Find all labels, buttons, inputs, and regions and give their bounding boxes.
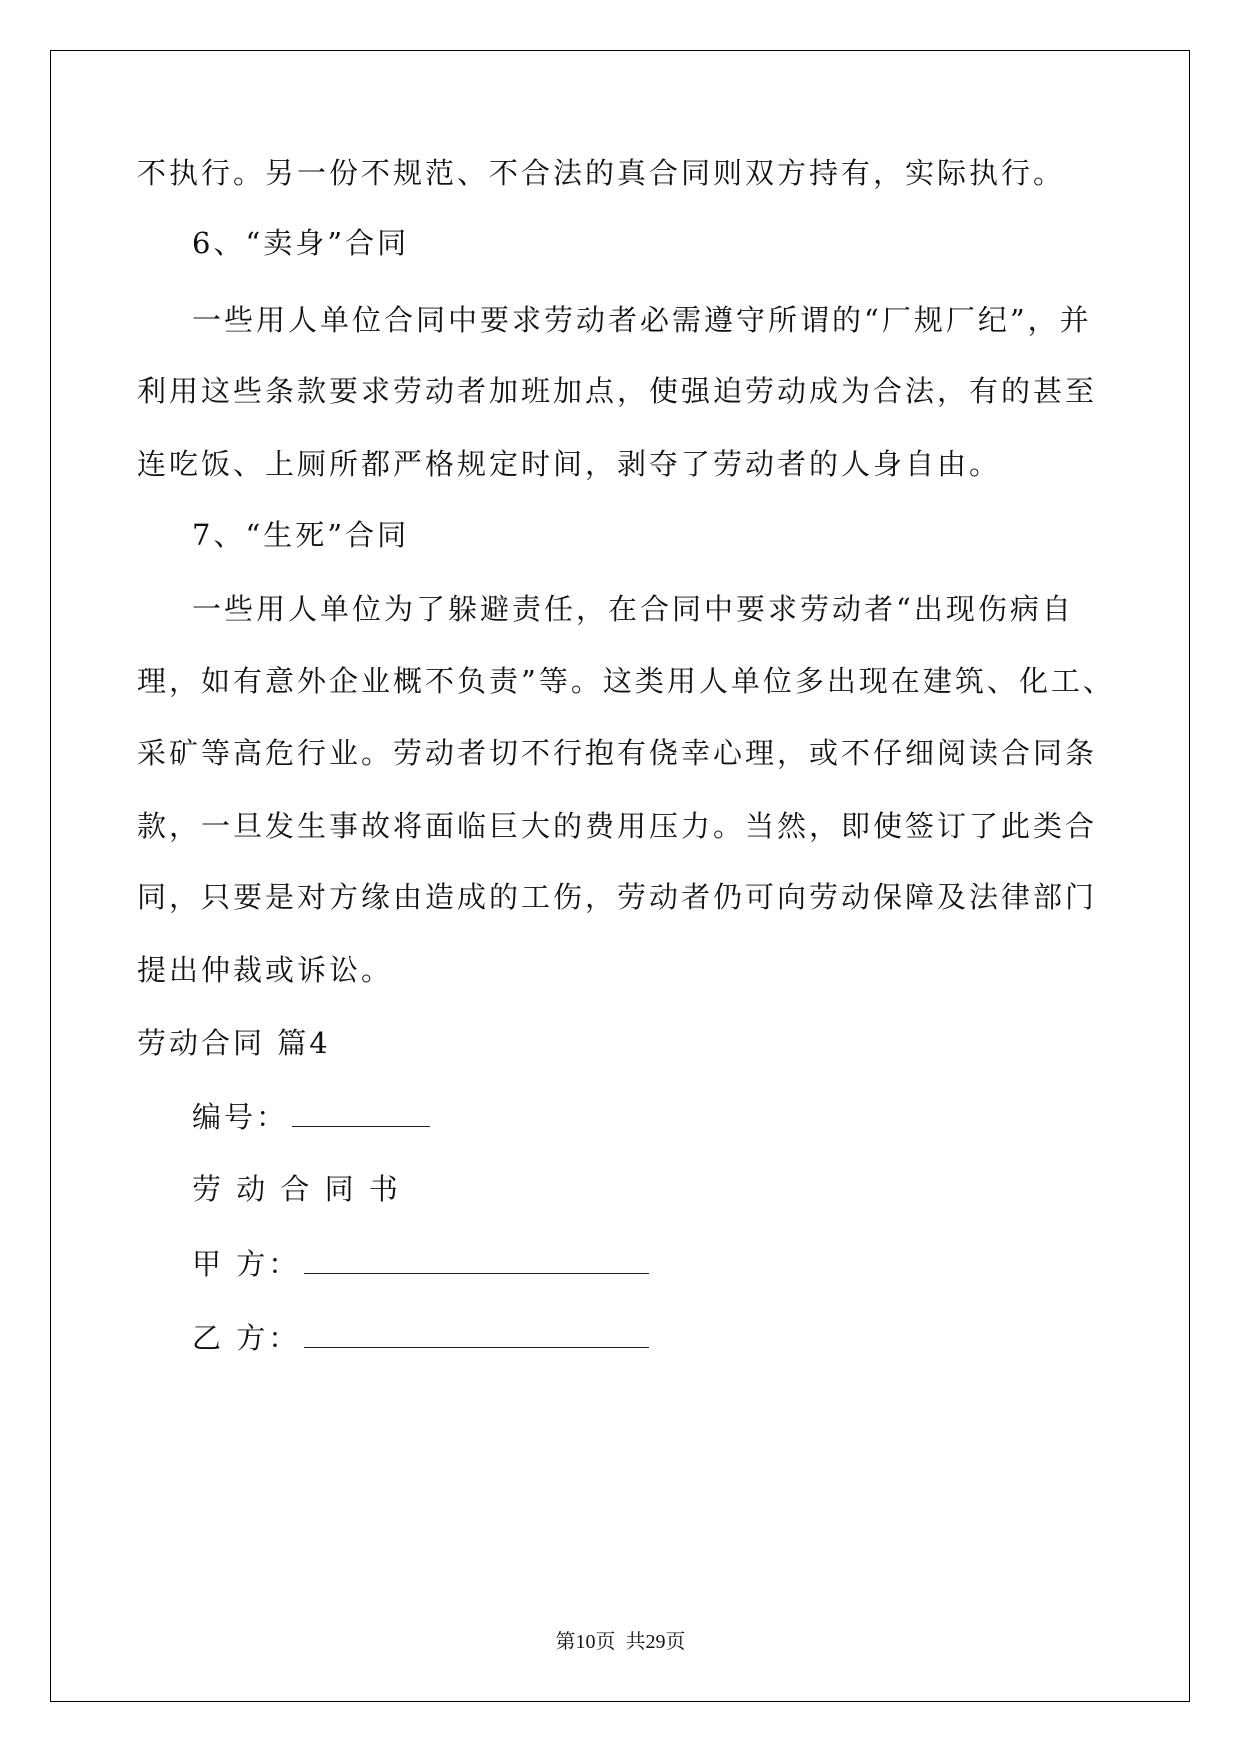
body-line-9: 采矿等高危行业。劳动者切不行抱有侥幸心理，或不仔细阅读合同条 — [137, 736, 1098, 770]
body-line-10: 款，一旦发生事故将面临巨大的费用压力。当然，即使签订了此类合 — [137, 809, 1098, 843]
number-label: 编号： — [192, 1100, 289, 1134]
body-line-5: 连吃饭、上厕所都严格规定时间，剥夺了劳动者的人身自由。 — [137, 447, 1002, 481]
body-line-1: 不执行。另一份不规范、不合法的真合同则双方持有，实际执行。 — [137, 156, 1066, 190]
number-blank — [292, 1098, 430, 1127]
body-line-4: 利用这些条款要求劳动者加班加点，使强迫劳动成为合法，有的甚至 — [137, 374, 1098, 408]
body-line-8: 理，如有意外企业概不负责”等。这类用人单位多出现在建筑、化工、 — [137, 664, 1115, 698]
party-b-blank — [304, 1319, 649, 1348]
contract-title: 劳 动 合 同 书 — [192, 1172, 401, 1206]
body-line-11: 同，只要是对方缘由造成的工伤，劳动者仍可向劳动保障及法律部门 — [137, 880, 1098, 914]
heading-item-7: 7、“生死”合同 — [192, 518, 410, 552]
heading-item-6: 6、“卖身”合同 — [192, 226, 410, 260]
number-field-row — [192, 1097, 430, 1137]
party-a-blank — [304, 1245, 649, 1274]
party-a-row — [192, 1244, 649, 1284]
page-border — [50, 50, 1190, 1702]
party-b-row — [192, 1318, 649, 1358]
section-title: 劳动合同 篇4 — [137, 1026, 331, 1060]
party-b-label: 乙 方： — [192, 1321, 301, 1355]
page-footer: 第10页 共29页 — [555, 1631, 686, 1653]
body-line-12: 提出仲裁或诉讼。 — [137, 953, 394, 987]
party-a-label: 甲 方： — [192, 1247, 301, 1281]
body-line-3: 一些用人单位合同中要求劳动者必需遵守所谓的“厂规厂纪”，并 — [192, 303, 1092, 337]
body-line-7: 一些用人单位为了躲避责任，在合同中要求劳动者“出现伤病自 — [192, 592, 1074, 626]
